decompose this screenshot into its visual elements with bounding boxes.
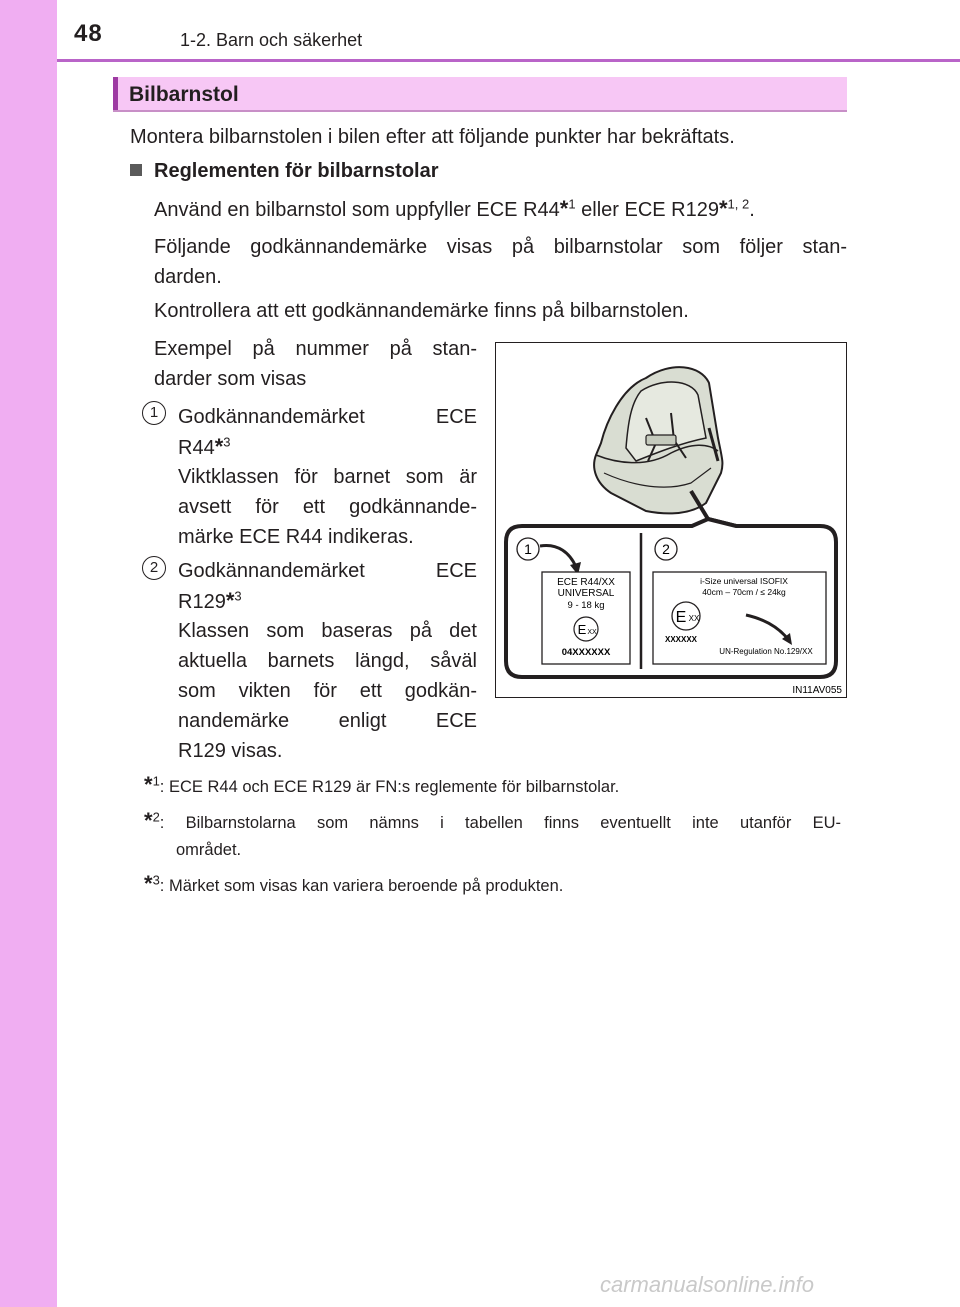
item-2-label-line1: Godkännandemärket ECE <box>178 560 477 582</box>
item-2-desc-line5: R129 visas. <box>178 740 283 762</box>
footnote-2-line2: området. <box>176 841 242 859</box>
item-number-2: 2 <box>142 556 166 580</box>
page-number: 48 <box>74 20 103 47</box>
item-2-label-line2: R129*$^3$ <box>178 588 242 613</box>
figure-callout-2: 2 <box>662 541 670 557</box>
svg-text:XX: XX <box>587 629 597 636</box>
label2-number: XXXXXX <box>664 635 698 644</box>
section-title: Bilbarnstol <box>129 83 239 106</box>
example-line2: darder som visas <box>154 368 307 390</box>
chapter-title: 1-2. Barn och säkerhet <box>180 30 363 50</box>
label1-line3: 9 - 18 kg <box>567 600 605 611</box>
approval-paragraph-line2: darden. <box>154 266 222 288</box>
check-paragraph: Kontrollera att ett godkännandemärke finns på bilbarnstolen. <box>154 300 689 322</box>
example-line1: Exempel på nummer på stan- <box>154 338 477 360</box>
footnote-3: *$^3$: Märket som visas kan variera beroende på produkten. <box>144 871 564 896</box>
approval-paragraph-line1: Följande godkännandemärke visas på bilbarnstolar som följer stan- <box>154 236 847 258</box>
label2-regulation: UN-Regulation No.129/XX <box>719 647 813 656</box>
child-seat-figure <box>495 342 847 698</box>
item-2-desc-line2: aktuella barnets längd, såväl <box>178 650 477 672</box>
item-number-1: 1 <box>142 401 166 425</box>
svg-text:E: E <box>675 609 687 626</box>
footnote-1: *$^1$: ECE R44 och ECE R129 är FN:s reglemente för bilbarnstolar. <box>144 772 620 797</box>
bullet-square-icon <box>130 164 142 176</box>
label1-line1: ECE R44/XX <box>557 577 615 588</box>
intro-paragraph: Montera bilbarnstolen i bilen efter att följande punkter har bekräftats. <box>130 126 735 148</box>
item-1-desc-line3: märke ECE R44 indikeras. <box>178 526 414 548</box>
chapter-sidebar-tab <box>0 0 57 1307</box>
figure-code: IN11AV055 <box>792 685 842 696</box>
item-2-desc-line1: Klassen som baseras på det <box>178 620 477 642</box>
item-1-desc-line1: Viktklassen för barnet som är <box>178 466 477 488</box>
label2-line1: i-Size universal ISOFIX <box>700 576 788 586</box>
item-1-desc-line2: avsett för ett godkännande- <box>178 496 477 518</box>
child-seat-illustration <box>496 343 846 697</box>
svg-text:XX: XX <box>688 614 700 623</box>
item-1-label-line2: R44*$^3$ <box>178 434 231 459</box>
section-accent-bar <box>113 77 118 110</box>
section-heading <box>113 77 847 112</box>
subsection-title: Reglementen för bilbarnstolar <box>154 160 439 182</box>
svg-text:E: E <box>577 622 587 637</box>
label1-number: 04XXXXXX <box>561 647 611 658</box>
footer-watermark: carmanualsonline.info <box>600 1272 815 1297</box>
label2-line2: 40cm – 70cm / ≤ 24kg <box>702 587 786 597</box>
item-1-label-line1: Godkännandemärket ECE <box>178 406 477 428</box>
footnote-2-line1: *$^2$: Bilbarnstolarna som nämns i tabellen finns eventuellt inte utanför EU- <box>144 808 841 833</box>
item-2-desc-line4: nandemärke enligt ECE <box>178 710 477 732</box>
regulation-paragraph: Använd en bilbarnstol som uppfyller ECE R44*$^1$ eller ECE R129*$^{1, 2}$. <box>154 196 755 221</box>
header-rule <box>57 59 960 62</box>
figure-callout-1: 1 <box>524 541 532 557</box>
item-2-desc-line3: som vikten för ett godkän- <box>178 680 477 702</box>
label1-line2: UNIVERSAL <box>557 588 615 599</box>
